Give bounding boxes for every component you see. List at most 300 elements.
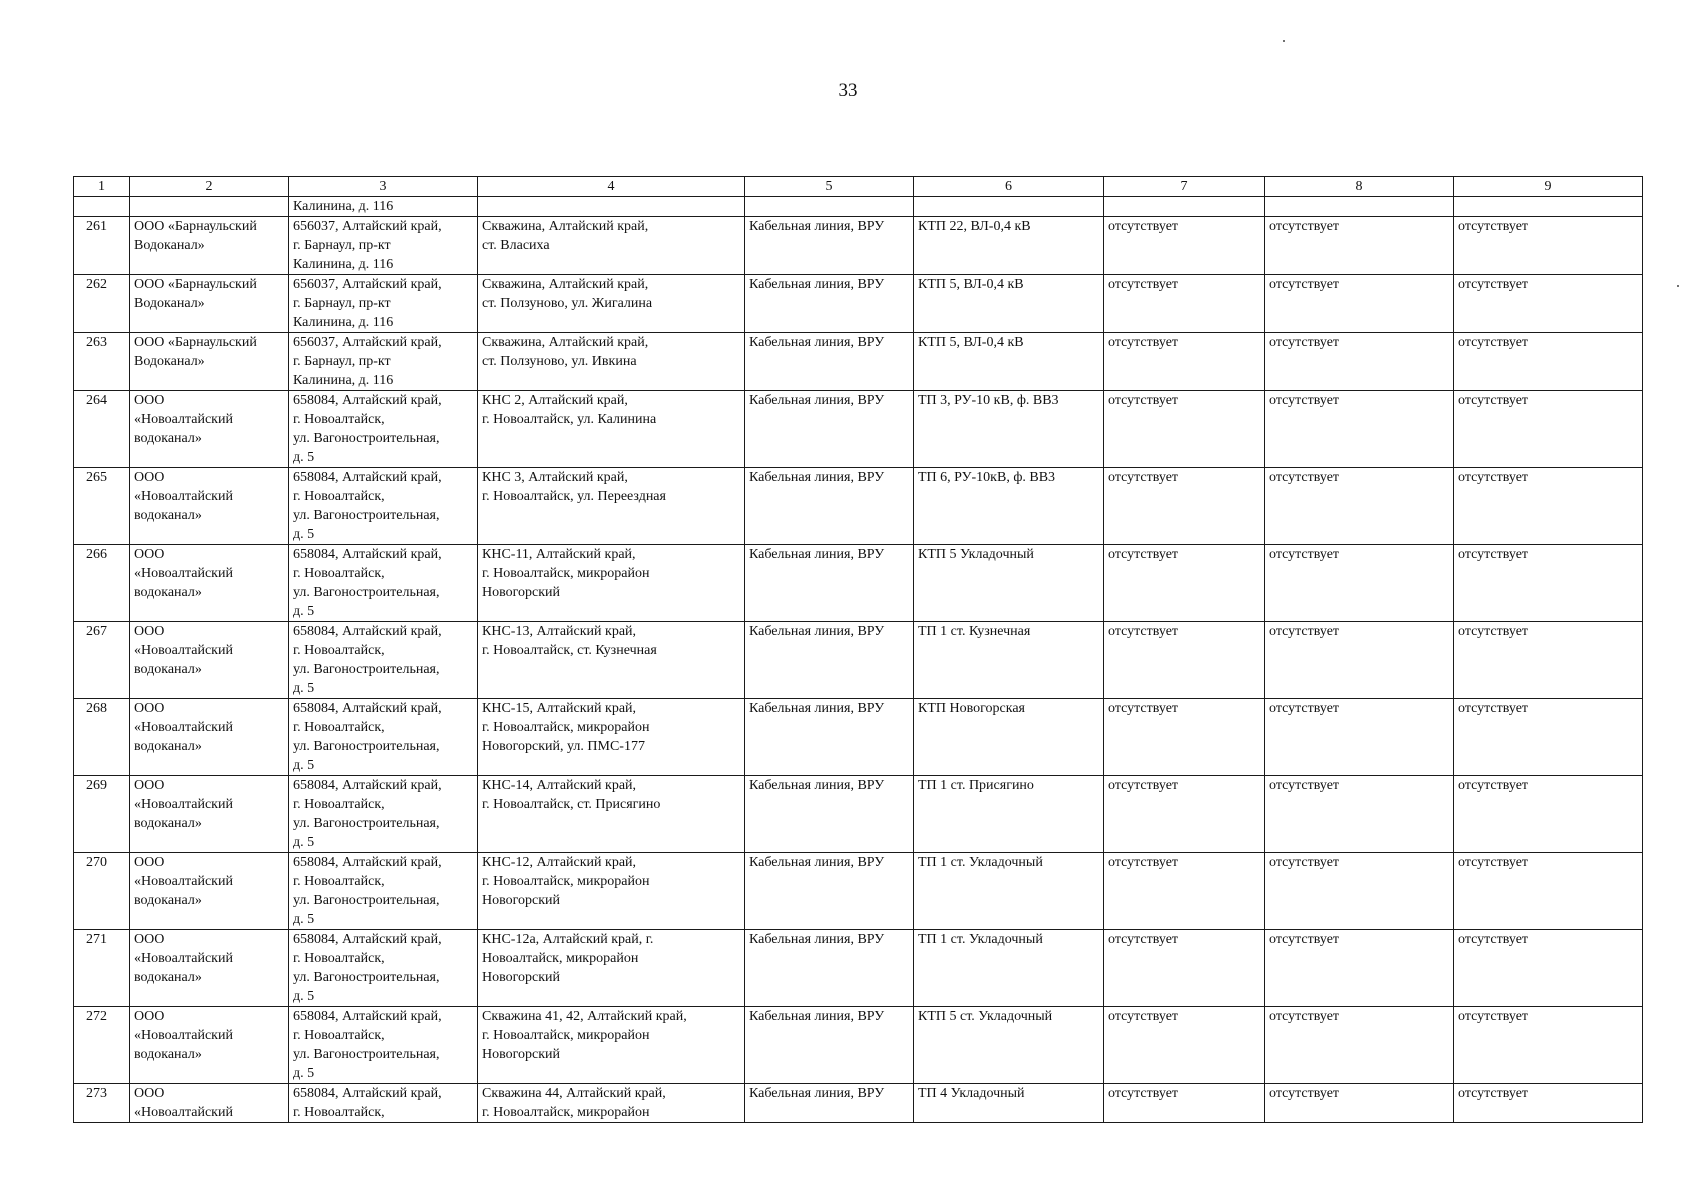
table-row [74,468,1643,545]
cell-c8 [1265,930,1454,1007]
cell-c9 [1454,391,1643,468]
cell-c9-text: отсутствует [1458,624,1529,639]
cell-c7-text: отсутствует [1108,932,1179,947]
cell-c9-text: отсутствует [1458,547,1529,562]
cell-object [478,1007,745,1084]
cell-org-line: «Новоалтайский [134,1105,233,1120]
cell-source-text: ТП 1 ст. Укладочный [918,855,1043,870]
cell-address-line: д. 5 [293,604,315,619]
cell-address [289,776,478,853]
cell-org-line: ООО «Барнаульский [134,335,257,350]
cell-org-line: ООО [134,547,165,562]
cell-c7-text: отсутствует [1108,470,1179,485]
table-row [74,333,1643,391]
cell-org-line: «Новоалтайский [134,874,233,889]
cell-address-line: 658084, Алтайский край, [293,1009,442,1024]
cell-line-text: Кабельная линия, ВРУ [749,277,885,292]
cell-address [289,853,478,930]
cell-object [478,1084,745,1123]
cell-source [914,545,1104,622]
scan-speck [1283,40,1285,42]
cell-org-line: ООО [134,393,165,408]
cell-org [130,217,289,275]
cell-address-line: д. 5 [293,527,315,542]
cell-source-text: ТП 1 ст. Присягино [918,778,1034,793]
cell-org-line: «Новоалтайский [134,797,233,812]
cell-org-line: «Новоалтайский [134,951,233,966]
cell-org [130,1007,289,1084]
column-header: 8 [1265,177,1454,197]
cell-source [914,468,1104,545]
cell-object-line: г. Новоалтайск, ст. Кузнечная [482,643,657,658]
cell-org-line: водоканал» [134,662,202,677]
cell-org-line: ООО [134,470,165,485]
cell-org-line: ООО [134,778,165,793]
cell-c8-text: отсутствует [1269,701,1340,716]
cell-c8-text: отсутствует [1269,547,1340,562]
cell-num [74,468,130,545]
cell-line [745,391,914,468]
cell-line [745,217,914,275]
cell-address-line: 658084, Алтайский край, [293,547,442,562]
cell-org-line: ООО «Барнаульский [134,277,257,292]
cell-object [478,776,745,853]
cell-source [914,275,1104,333]
cell-num-text: 262 [86,277,107,292]
cell-org-line: ООО [134,1009,165,1024]
cell-c9 [1454,776,1643,853]
cell-address [289,1084,478,1123]
cell-c9-text: отсутствует [1458,855,1529,870]
cell-address-line: г. Барнаул, пр-кт [293,354,391,369]
page-number: 33 [838,80,858,101]
cell-address [289,622,478,699]
cell-c8-text: отсутствует [1269,393,1340,408]
cell-source [914,853,1104,930]
cell-c9-text: отсутствует [1458,335,1529,350]
cell-address-line: 658084, Алтайский край, [293,701,442,716]
table-row [74,930,1643,1007]
cell-line-text: Кабельная линия, ВРУ [749,219,885,234]
cell-object-line: г. Новоалтайск, микрорайон [482,566,650,581]
cell-org [130,622,289,699]
cell-org-line: водоканал» [134,508,202,523]
cell-c7 [1104,197,1265,217]
cell-object-line: Скважина, Алтайский край, [482,277,649,292]
cell-address: Калинина, д. 116 [289,197,478,217]
cell-c9-text: отсутствует [1458,701,1529,716]
cell-c8-text: отсутствует [1269,932,1340,947]
cell-org-line: водоканал» [134,431,202,446]
cell-org-line: водоканал» [134,816,202,831]
cell-address-line: г. Новоалтайск, [293,412,385,427]
cell-c8-text: отсутствует [1269,855,1340,870]
cell-org-line: «Новоалтайский [134,643,233,658]
cell-c9 [1454,622,1643,699]
cell-object [478,699,745,776]
cell-org-line: водоканал» [134,739,202,754]
cell-c7-text: отсутствует [1108,1086,1179,1101]
cell-line [745,545,914,622]
cell-source [914,391,1104,468]
cell-line [745,468,914,545]
cell-address-line: г. Новоалтайск, [293,566,385,581]
cell-address-line: 658084, Алтайский край, [293,1086,442,1101]
cell-num [74,930,130,1007]
cell-object-line: г. Новоалтайск, ст. Присягино [482,797,661,812]
cell-address-line: г. Барнаул, пр-кт [293,238,391,253]
cell-address-line: ул. Вагоностроительная, [293,816,440,831]
cell-c9-text: отсутствует [1458,277,1529,292]
cell-num [74,545,130,622]
cell-line [745,853,914,930]
cell-address-line: Калинина, д. 116 [293,257,394,272]
cell-source [914,197,1104,217]
cell-c9 [1454,699,1643,776]
cell-c9-text: отсутствует [1458,393,1529,408]
cell-num [74,391,130,468]
cell-c7 [1104,622,1265,699]
cell-c7-text: отсутствует [1108,1009,1179,1024]
cell-c7 [1104,275,1265,333]
cell-c8 [1265,776,1454,853]
table-row [74,1007,1643,1084]
cell-object-line: КНС-13, Алтайский край, [482,624,637,639]
cell-org-line: Водоканал» [134,296,205,311]
cell-address-line: ул. Вагоностроительная, [293,508,440,523]
cell-address-line: д. 5 [293,912,315,927]
cell-object-line: ст. Ползуново, ул. Жигалина [482,296,653,311]
cell-num [74,853,130,930]
cell-c8 [1265,391,1454,468]
cell-c7 [1104,333,1265,391]
cell-c8 [1265,622,1454,699]
cell-address-line: 658084, Алтайский край, [293,932,442,947]
cell-num-text: 273 [86,1086,107,1101]
register-table [73,176,1643,1123]
cell-source-text: ТП 3, РУ-10 кВ, ф. ВВ3 [918,393,1059,408]
cell-c7-text: отсутствует [1108,855,1179,870]
cell-address-line: 656037, Алтайский край, [293,277,442,292]
cell-address-line: ул. Вагоностроительная, [293,1047,440,1062]
cell-org [130,275,289,333]
cell-c8 [1265,545,1454,622]
cell-c7-text: отсутствует [1108,335,1179,350]
cell-object-line: г. Новоалтайск, ул. Переездная [482,489,666,504]
cell-address-line: 656037, Алтайский край, [293,335,442,350]
cell-address-line: г. Новоалтайск, [293,874,385,889]
cell-object-line: г. Новоалтайск, ул. Калинина [482,412,657,427]
cell-c7-text: отсутствует [1108,624,1179,639]
cell-source [914,217,1104,275]
cell-line [745,930,914,1007]
table-row [74,622,1643,699]
cell-org [130,776,289,853]
cell-c9-text: отсутствует [1458,1086,1529,1101]
cell-num [74,1084,130,1123]
cell-object-line: Новоалтайск, микрорайон [482,951,639,966]
cell-object-line: Скважина, Алтайский край, [482,335,649,350]
cell-num-text: 272 [86,1009,107,1024]
cell-line-text: Кабельная линия, ВРУ [749,701,885,716]
table-row [74,217,1643,275]
cell-c8-text: отсутствует [1269,335,1340,350]
cell-num [74,197,130,217]
cell-address-line: ул. Вагоностроительная, [293,431,440,446]
cell-org [130,1084,289,1123]
cell-org-line: ООО [134,932,165,947]
cell-c9 [1454,1084,1643,1123]
cell-line-text: Кабельная линия, ВРУ [749,335,885,350]
cell-c9-text: отсутствует [1458,219,1529,234]
cell-org-line: «Новоалтайский [134,566,233,581]
table-row [74,275,1643,333]
cell-address-line: г. Новоалтайск, [293,720,385,735]
cell-c7-text: отсутствует [1108,701,1179,716]
cell-c9 [1454,197,1643,217]
continuation-row [74,197,1643,217]
cell-address-line: 658084, Алтайский край, [293,855,442,870]
cell-source-text: КТП Новогорская [918,701,1025,716]
cell-line-text: Кабельная линия, ВРУ [749,778,885,793]
table-row [74,699,1643,776]
cell-org-line: «Новоалтайский [134,412,233,427]
cell-line [745,776,914,853]
cell-line [745,275,914,333]
cell-address [289,275,478,333]
cell-c8-text: отсутствует [1269,624,1340,639]
cell-address-line: 658084, Алтайский край, [293,393,442,408]
cell-source-text: КТП 5 Укладочный [918,547,1034,562]
cell-org [130,699,289,776]
cell-object-line: КНС-14, Алтайский край, [482,778,637,793]
cell-num-text: 269 [86,778,107,793]
cell-org-line: «Новоалтайский [134,489,233,504]
cell-address-line: г. Барнаул, пр-кт [293,296,391,311]
cell-c8-text: отсутствует [1269,1086,1340,1101]
table-row [74,853,1643,930]
cell-line [745,333,914,391]
cell-address [289,545,478,622]
cell-object [478,197,745,217]
cell-object [478,217,745,275]
cell-line [745,1007,914,1084]
cell-object-line: Скважина 41, 42, Алтайский край, [482,1009,687,1024]
cell-num-text: 270 [86,855,107,870]
cell-source [914,1084,1104,1123]
cell-source-text: КТП 22, ВЛ-0,4 кВ [918,219,1031,234]
cell-source-text: ТП 6, РУ-10кВ, ф. ВВ3 [918,470,1056,485]
cell-line [745,197,914,217]
cell-c8-text: отсутствует [1269,219,1340,234]
cell-source [914,699,1104,776]
cell-c7-text: отсутствует [1108,778,1179,793]
cell-address-line: Калинина, д. 116 [293,373,394,388]
cell-num-text: 264 [86,393,107,408]
cell-c7-text: отсутствует [1108,393,1179,408]
cell-org [130,468,289,545]
table-body [74,197,1643,1123]
cell-address-line: Калинина, д. 116 [293,315,394,330]
cell-object-line: Новогорский, ул. ПМС-177 [482,739,645,754]
column-header: 2 [130,177,289,197]
cell-line [745,699,914,776]
cell-address-line: 658084, Алтайский край, [293,624,442,639]
cell-object-line: КНС-11, Алтайский край, [482,547,636,562]
cell-source [914,1007,1104,1084]
cell-object [478,333,745,391]
cell-org-line: ООО [134,701,165,716]
cell-org-line: водоканал» [134,970,202,985]
cell-address-line: д. 5 [293,989,315,1004]
cell-num-text: 266 [86,547,107,562]
cell-num-text: 267 [86,624,107,639]
cell-c7 [1104,930,1265,1007]
cell-address-line: 658084, Алтайский край, [293,778,442,793]
cell-c9-text: отсутствует [1458,470,1529,485]
cell-address [289,699,478,776]
cell-c8 [1265,217,1454,275]
cell-org [130,333,289,391]
column-number-row [74,177,1643,197]
cell-address-line: 658084, Алтайский край, [293,470,442,485]
cell-c7 [1104,391,1265,468]
table-row [74,776,1643,853]
cell-line-text: Кабельная линия, ВРУ [749,1086,885,1101]
cell-c7 [1104,699,1265,776]
cell-object-line: Скважина, Алтайский край, [482,219,649,234]
cell-address [289,333,478,391]
cell-num [74,275,130,333]
cell-num-text: 271 [86,932,107,947]
cell-object [478,275,745,333]
cell-c8 [1265,197,1454,217]
cell-c8-text: отсутствует [1269,1009,1340,1024]
cell-object-line: КНС-12, Алтайский край, [482,855,637,870]
cell-source [914,930,1104,1007]
cell-address-line: г. Новоалтайск, [293,643,385,658]
cell-address-line: ул. Вагоностроительная, [293,893,440,908]
cell-address-line: д. 5 [293,835,315,850]
cell-num [74,622,130,699]
cell-line-text: Кабельная линия, ВРУ [749,393,885,408]
cell-c8 [1265,468,1454,545]
cell-c9 [1454,333,1643,391]
cell-address-line: ул. Вагоностроительная, [293,739,440,754]
cell-source-text: КТП 5, ВЛ-0,4 кВ [918,335,1024,350]
cell-object-line: КНС-12а, Алтайский край, г. [482,932,654,947]
column-header: 9 [1454,177,1643,197]
cell-c7 [1104,1084,1265,1123]
cell-c7 [1104,468,1265,545]
cell-source-text: ТП 1 ст. Кузнечная [918,624,1031,639]
cell-org-line: водоканал» [134,1047,202,1062]
cell-org [130,391,289,468]
cell-address [289,468,478,545]
cell-object-line: Новогорский [482,1047,561,1062]
cell-address [289,217,478,275]
cell-org-line: «Новоалтайский [134,1028,233,1043]
column-header: 5 [745,177,914,197]
cell-object [478,468,745,545]
cell-c8-text: отсутствует [1269,277,1340,292]
cell-source-text: КТП 5, ВЛ-0,4 кВ [918,277,1024,292]
cell-org-line: водоканал» [134,893,202,908]
cell-num [74,699,130,776]
cell-source [914,333,1104,391]
cell-address-line: г. Новоалтайск, [293,489,385,504]
cell-c8-text: отсутствует [1269,470,1340,485]
cell-org [130,197,289,217]
cell-object-line: КНС-15, Алтайский край, [482,701,637,716]
cell-c7-text: отсутствует [1108,277,1179,292]
cell-c9-text: отсутствует [1458,1009,1529,1024]
cell-address [289,1007,478,1084]
cell-num [74,776,130,853]
cell-address-line: д. 5 [293,681,315,696]
cell-object-line: г. Новоалтайск, микрорайон [482,1028,650,1043]
cell-source [914,776,1104,853]
cell-num [74,217,130,275]
cell-org-line: «Новоалтайский [134,720,233,735]
column-header: 7 [1104,177,1265,197]
cell-org [130,853,289,930]
cell-org-line: ООО [134,855,165,870]
cell-line-text: Кабельная линия, ВРУ [749,1009,885,1024]
cell-address-line: ул. Вагоностроительная, [293,970,440,985]
column-header: 1 [74,177,130,197]
cell-address-line: д. 5 [293,758,315,773]
cell-org [130,545,289,622]
cell-line-text: Кабельная линия, ВРУ [749,855,885,870]
cell-object-line: ст. Власиха [482,238,550,253]
cell-c8 [1265,1007,1454,1084]
cell-source-text: ТП 4 Укладочный [918,1086,1025,1101]
cell-num-text: 261 [86,219,107,234]
column-header: 4 [478,177,745,197]
cell-c9 [1454,275,1643,333]
cell-object-line: Новогорский [482,585,561,600]
cell-c8-text: отсутствует [1269,778,1340,793]
cell-object-line: ст. Ползуново, ул. Ивкина [482,354,637,369]
cell-c9 [1454,1007,1643,1084]
table-row [74,545,1643,622]
cell-c7 [1104,545,1265,622]
cell-source-text: КТП 5 ст. Укладочный [918,1009,1053,1024]
cell-object-line: г. Новоалтайск, микрорайон [482,720,650,735]
cell-address-line: ул. Вагоностроительная, [293,585,440,600]
cell-source [914,622,1104,699]
cell-org-line: ООО [134,624,165,639]
cell-c9 [1454,930,1643,1007]
cell-c9 [1454,853,1643,930]
cell-c7 [1104,1007,1265,1084]
cell-c9-text: отсутствует [1458,778,1529,793]
cell-c9 [1454,217,1643,275]
cell-object [478,545,745,622]
column-header: 6 [914,177,1104,197]
cell-object-line: Новогорский [482,970,561,985]
cell-object-line: Скважина 44, Алтайский край, [482,1086,666,1101]
cell-org-line: Водоканал» [134,238,205,253]
cell-object-line: г. Новоалтайск, микрорайон [482,1105,650,1120]
cell-address [289,391,478,468]
cell-object [478,622,745,699]
cell-org [130,930,289,1007]
cell-num-text: 268 [86,701,107,716]
cell-object-line: КНС 2, Алтайский край, [482,393,628,408]
cell-object [478,853,745,930]
